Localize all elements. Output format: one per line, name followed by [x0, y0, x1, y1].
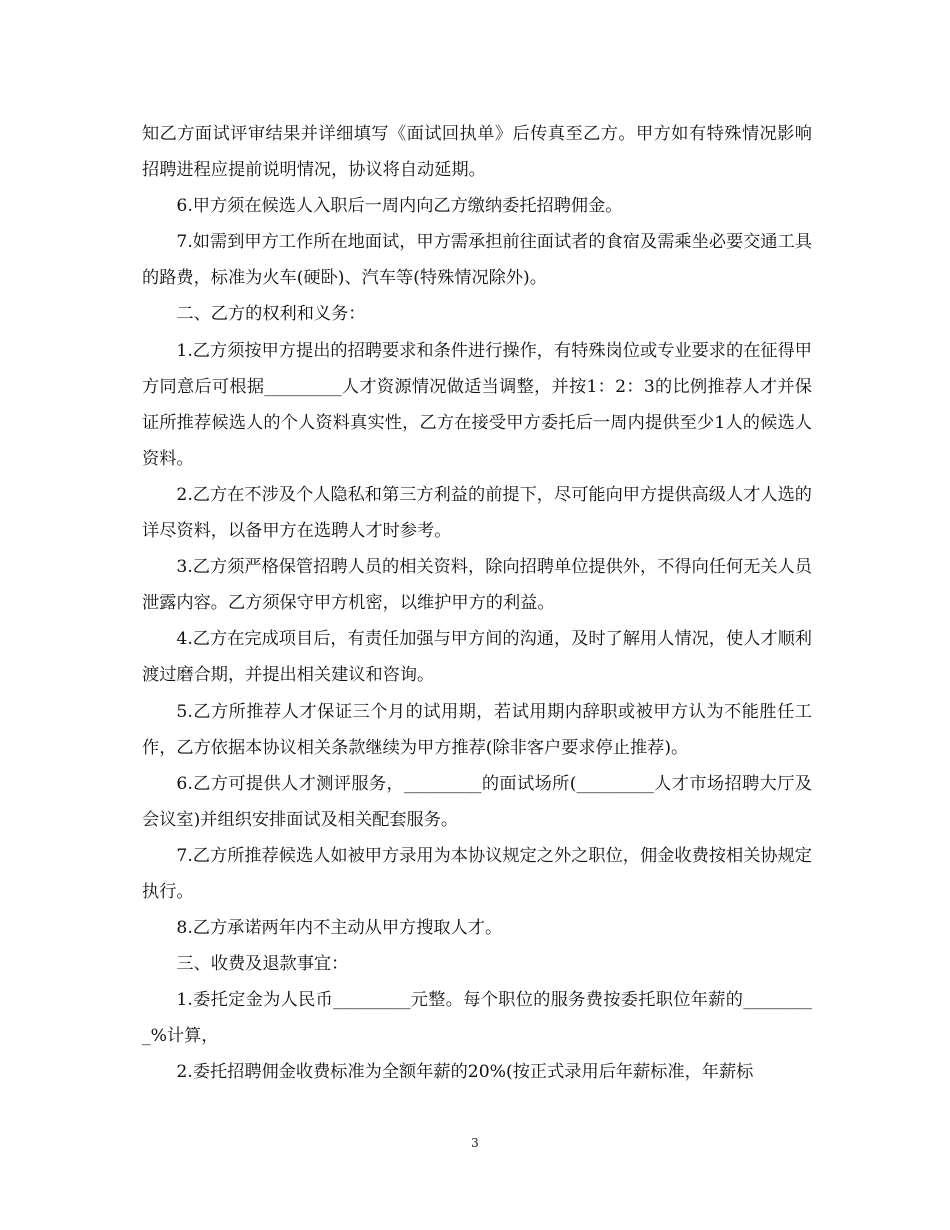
paragraph-clause-b5: 5.乙方所推荐人才保证三个月的试用期，若试用期内辞职或被甲方认为不能胜任工作，乙方依据本协议相关条款继续为甲方推荐(除非客户要求停止推荐)。 — [142, 701, 812, 758]
paragraph-clause-a6: 6.甲方须在候选人入职后一周内向乙方缴纳委托招聘佣金。 — [176, 196, 623, 217]
paragraph-clause-c2: 2.委托招聘佣金收费标准为全额年薪的20%(按正式录用后年薪标准，年薪标 — [176, 1062, 754, 1083]
paragraph-clause-b8: 8.乙方承诺两年内不主动从甲方搜取人才。 — [176, 918, 503, 939]
paragraph-clause-b3: 3.乙方须严格保管招聘人员的相关资料，除向招聘单位提供外，不得向任何无关人员泄露内容。乙方须保守甲方机密，以维护甲方的利益。 — [142, 557, 812, 614]
section-heading-fees: 三、收费及退款事宜： — [176, 954, 349, 975]
page-number: 3 — [471, 1136, 479, 1150]
section-heading-party-b: 二、乙方的权利和义务： — [176, 304, 366, 325]
paragraph-clause-c1: 1.委托定金为人民币_________元整。每个职位的服务费按委托职位年薪的_________%计算， — [142, 990, 812, 1047]
paragraph-clause-a7: 7.如需到甲方工作所在地面试，甲方需承担前往面试者的食宿及需乘坐必要交通工具的路费，标准为火车(硬卧)、汽车等(特殊情况除外)。 — [142, 232, 812, 289]
paragraph-clause-b7: 7.乙方所推荐候选人如被甲方录用为本协议规定之外之职位，佣金收费按相关协规定执行。 — [142, 845, 812, 902]
paragraph-clause-b4: 4.乙方在完成项目后，有责任加强与甲方间的沟通，及时了解用人情况，使人才顺利渡过磨合期，并提出相关建议和咨询。 — [142, 629, 812, 686]
paragraph-clause-b2: 2.乙方在不涉及个人隐私和第三方利益的前提下，尽可能向甲方提供高级人才人选的详尽资料，以备甲方在选聘人才时参考。 — [142, 484, 812, 542]
paragraph-clause-b1: 1.乙方须按甲方提出的招聘要求和条件进行操作，有特殊岗位或专业要求的在征得甲方同意后可根据_________人才资源情况做适当调整，并按1：2：3的比例推荐人才并保证所推荐候选人的个人资料真实性，乙方在接受甲方委托后一周内提供至少1人的候选人资料。 — [142, 340, 812, 469]
paragraph-continuation: 知乙方面试评审结果并详细填写《面试回执单》后传真至乙方。甲方如有特殊情况影响招聘进程应提前说明情况，协议将自动延期。 — [142, 124, 812, 181]
paragraph-clause-b6: 6.乙方可提供人才测评服务，_________的面试场所(_________人才市场招聘大厅及会议室)并组织安排面试及相关配套服务。 — [142, 773, 812, 830]
document-body — [142, 116, 812, 1091]
